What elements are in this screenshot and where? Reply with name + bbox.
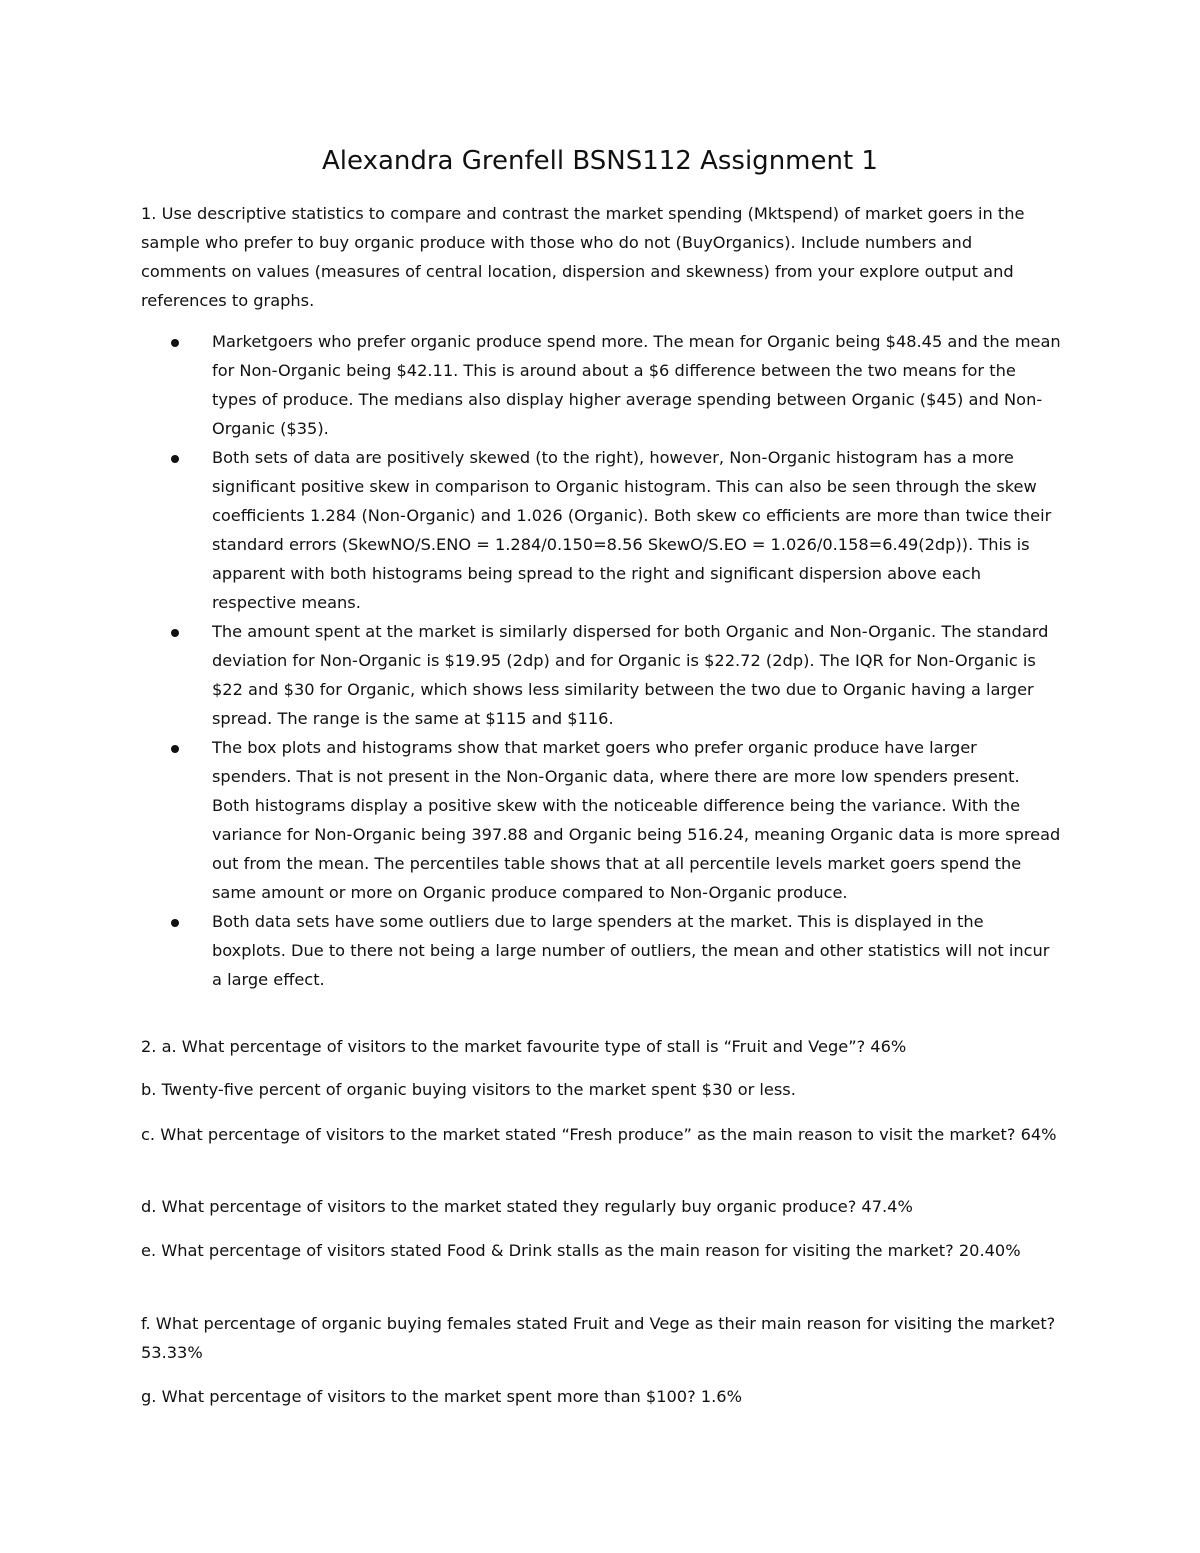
- bullet-item: [141, 617, 1061, 733]
- bullet-icon: [171, 919, 179, 927]
- bullet-item: [141, 443, 1061, 617]
- bullet-text: The box plots and histograms show that market goers who prefer organic produce have larger spenders. That is not present in the Non-Organic data, where there are more low spenders present. Both histograms display a positive skew with the noticeable difference being the variance. With the variance for Non-Organic being 397.88 and Organic being 516.24, meaning Organic data is more spread out from the mean. The percentiles table shows that at all percentile levels market goers spend the same amount or more on Organic produce compared to Non-Organic produce.: [212, 738, 1061, 902]
- question-2f: f. What percentage of organic buying females stated Fruit and Vege as their main reason for visiting the market? 53.33%: [141, 1314, 1056, 1362]
- question-1-text: 1. Use descriptive statistics to compare and contrast the market spending (Mktspend) of market goers in the sample who prefer to buy organic produce with those who do not (BuyOrganics). Include numbers and comments on values (measures of central location, dispersion and skewness) from your explore output and references to graphs.: [141, 204, 1025, 310]
- question-2c: c. What percentage of visitors to the market stated “Fresh produce” as the main reason to visit the market? 64%: [141, 1125, 1057, 1144]
- question-2b: b. Twenty-five percent of organic buying visitors to the market spent $30 or less.: [141, 1080, 796, 1099]
- document-title: Alexandra Grenfell BSNS112 Assignment 1: [322, 146, 878, 176]
- bullet-icon: [171, 629, 179, 637]
- bullet-text: Both data sets have some outliers due to large spenders at the market. This is displayed in the boxplots. Due to there not being a large number of outliers, the mean and other statistics will not incur a large effect.: [212, 912, 1050, 989]
- bullet-icon: [171, 339, 179, 347]
- question-2d: d. What percentage of visitors to the market stated they regularly buy organic produce? 47.4%: [141, 1197, 913, 1216]
- bullet-icon: [171, 745, 179, 753]
- bullet-item: [141, 907, 1061, 994]
- bullet-item: [141, 733, 1061, 907]
- bullet-item: [141, 327, 1061, 443]
- question-2g: g. What percentage of visitors to the market spent more than $100? 1.6%: [141, 1387, 742, 1406]
- bullet-text: The amount spent at the market is similarly dispersed for both Organic and Non-Organic. The standard deviation for Non-Organic is $19.95 (2dp) and for Organic is $22.72 (2dp). The IQR for Non-Organic is $22 and $30 for Organic, which shows less similarity between the two due to Organic having a larger spread. The range is the same at $115 and $116.: [212, 622, 1049, 728]
- question-2e: e. What percentage of visitors stated Food & Drink stalls as the main reason for visiting the market? 20.40%: [141, 1241, 1021, 1260]
- question-2a: 2. a. What percentage of visitors to the market favourite type of stall is “Fruit and Vege”? 46%: [141, 1037, 907, 1056]
- bullet-icon: [171, 455, 179, 463]
- bullet-text: Marketgoers who prefer organic produce spend more. The mean for Organic being $48.45 and the mean for Non-Organic being $42.11. This is around about a $6 difference between the two means for the types of produce. The medians also display higher average spending between Organic ($45) and Non-Organic ($35).: [212, 332, 1061, 438]
- bullet-text: Both sets of data are positively skewed (to the right), however, Non-Organic histogram has a more significant positive skew in comparison to Organic histogram. This can also be seen through the skew coefficients 1.284 (Non-Organic) and 1.026 (Organic). Both skew co efficients are more than twice their standard errors (SkewNO/S.ENO = 1.284/0.150=8.56 SkewO/S.EO = 1.026/0.158=6.49(2dp)). This is apparent with both histograms being spread to the right and significant dispersion above each respective means.: [212, 448, 1052, 612]
- answer-bullet-list: [141, 327, 1061, 994]
